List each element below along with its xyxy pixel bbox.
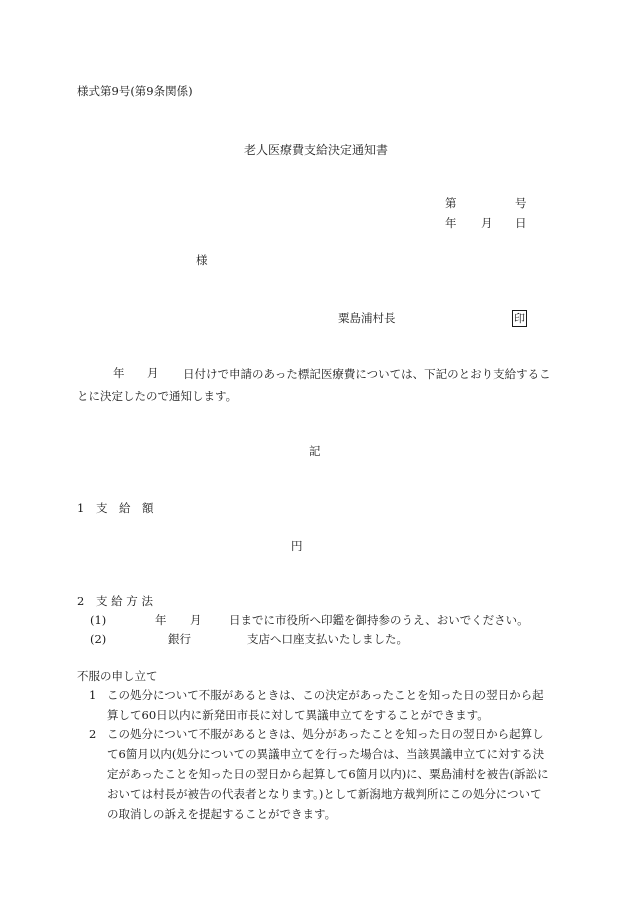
- intro-text: 日付けで申請のあった標記医療費については、下記のとおり支給することに決定したので通知します。: [77, 367, 551, 403]
- seal-stamp: 印: [514, 312, 525, 325]
- form-number: 様式第9号(第9条関係): [77, 84, 193, 98]
- intro-month: 月: [147, 366, 159, 380]
- option2-label: (2): [90, 632, 107, 646]
- objection-item1-number: 1: [89, 688, 97, 702]
- date-year: 年: [445, 216, 457, 230]
- document-title: 老人医療費支給決定通知書: [244, 143, 389, 157]
- reference-no-suffix: 号: [515, 196, 527, 210]
- option1-text: 日までに市役所へ印鑑を御持参のうえ、おいでください。: [229, 613, 529, 627]
- yen-unit: 円: [291, 539, 303, 553]
- addressee-honorific: 様: [196, 253, 208, 267]
- option1-month: 月: [190, 613, 202, 627]
- option2-bank: 銀行: [168, 632, 191, 646]
- intro-year: 年: [113, 366, 125, 380]
- date-month: 月: [481, 216, 493, 230]
- objection-item2-text: この処分について不服があるときは、処分があったことを知った日の翌日から起算して6箇月以内(処分についての異議申立てを行った場合は、当該異議申立てに対する決定があったことを知った日の翌日から起算して6箇月以内)に、粟島浦村を被告(訴訟においては村長が被告の代表者となります。)として新潟地方裁判所にこの処分についての取消しの訴えを提起することができます。: [107, 727, 549, 821]
- ki-label: 記: [309, 444, 321, 458]
- issuer-name: 粟島浦村長: [338, 311, 396, 325]
- section2-number: 2: [77, 594, 85, 608]
- option1-year: 年: [155, 613, 167, 627]
- option1-label: (1): [90, 613, 107, 627]
- section2-title: 支 給 方 法: [96, 594, 153, 608]
- section1-title: 支 給 額: [96, 501, 154, 515]
- objection-item1-text: この処分について不服があるときは、この決定があったことを知った日の翌日から起算して60日以内に新発田市長に対して異議申立てをすることができます。: [107, 688, 544, 722]
- objection-item2-number: 2: [89, 727, 97, 741]
- section1-number: 1: [77, 501, 85, 515]
- option2-text: 支店へ口座支払いたしました。: [247, 632, 408, 646]
- reference-no-prefix: 第: [445, 196, 457, 210]
- objection-heading: 不服の申し立て: [77, 669, 158, 683]
- date-day: 日: [515, 216, 527, 230]
